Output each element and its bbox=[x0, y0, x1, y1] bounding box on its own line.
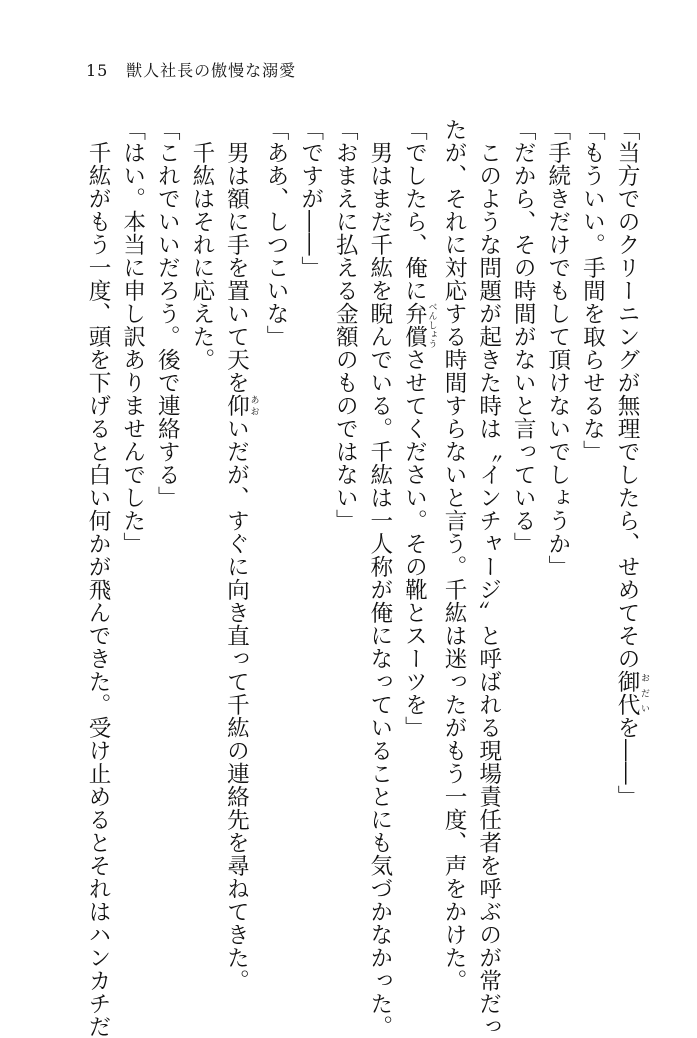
text-line bbox=[540, 118, 575, 953]
ruby-reading: あお bbox=[248, 394, 259, 417]
text-line bbox=[397, 118, 437, 953]
text-line bbox=[362, 118, 397, 1038]
text-line bbox=[184, 118, 219, 953]
text-line bbox=[506, 118, 541, 953]
line-segment: を――」 bbox=[614, 716, 640, 808]
line-segment: このような問題が起きた時は〝インチャージ〟と呼ばれる現場責任者を呼ぶのが常だっ bbox=[475, 118, 502, 1038]
text-line bbox=[150, 118, 185, 953]
text-line bbox=[575, 118, 610, 953]
text-line bbox=[436, 118, 471, 992]
line-segment: 男はまだ千紘を睨んでいる。千紘は一人称が俺になっていることにも気づかなかった。 bbox=[366, 118, 393, 1038]
line-segment: 「でしたら、俺に bbox=[401, 118, 428, 302]
line-segment: 「もういい。手間を取らせるな」 bbox=[579, 118, 606, 463]
text-line bbox=[81, 118, 116, 1038]
ruby-word bbox=[401, 302, 437, 348]
body-text bbox=[49, 118, 649, 1038]
line-segment: 「はい。本当に申し訳ありませんでした」 bbox=[119, 118, 146, 555]
text-line bbox=[115, 118, 150, 953]
line-segment: 「ああ、しつこいな」 bbox=[263, 118, 290, 348]
ruby-word bbox=[614, 670, 649, 716]
ruby-base: 御代 bbox=[614, 670, 640, 716]
line-segment: 「だから、その時間がないと言っている」 bbox=[510, 118, 537, 555]
line-segment: させてください。その靴とスーツを」 bbox=[401, 348, 428, 739]
text-line bbox=[328, 118, 363, 953]
ruby-base: 仰 bbox=[223, 394, 250, 417]
line-segment: いだが、すぐに向き直って千紘の連絡先を尋ねてきた。 bbox=[223, 417, 250, 992]
text-line bbox=[258, 118, 293, 953]
line-segment: 千紘はそれに応えた。 bbox=[188, 118, 215, 371]
ruby-reading: おだい bbox=[639, 670, 649, 716]
text-line bbox=[609, 118, 649, 953]
line-segment: 千紘がもう一度、頭を下げると白い何かが飛んできた。受け止めるとそれはハンカチだ bbox=[85, 118, 112, 1038]
line-segment: 「ですが――」 bbox=[297, 118, 324, 279]
ruby-reading: べんしょう bbox=[426, 302, 437, 348]
book-title: 獣人社長の傲慢な溺愛 bbox=[126, 61, 297, 80]
page-number: 15 bbox=[86, 61, 109, 80]
text-line bbox=[219, 118, 259, 992]
page-header bbox=[86, 58, 296, 81]
line-segment: 「おまえに払える金額のものではない」 bbox=[332, 118, 359, 532]
text-line bbox=[471, 118, 506, 1038]
ruby-word bbox=[223, 394, 259, 417]
line-segment: たが、それに対応する時間すらないと言う。千紘は迷ったがもう一度、声をかけた。 bbox=[441, 118, 468, 992]
line-segment: 男は額に手を置いて天を bbox=[223, 118, 250, 394]
line-segment: 「当方でのクリーニングが無理でしたら、せめてその bbox=[614, 118, 640, 670]
line-segment: 「手続きだけでもして頂けないでしょうか」 bbox=[544, 118, 571, 578]
text-line bbox=[293, 118, 328, 953]
ruby-base: 弁償 bbox=[401, 302, 428, 348]
line-segment: 「これでいいだろう。後で連絡する」 bbox=[154, 118, 181, 509]
